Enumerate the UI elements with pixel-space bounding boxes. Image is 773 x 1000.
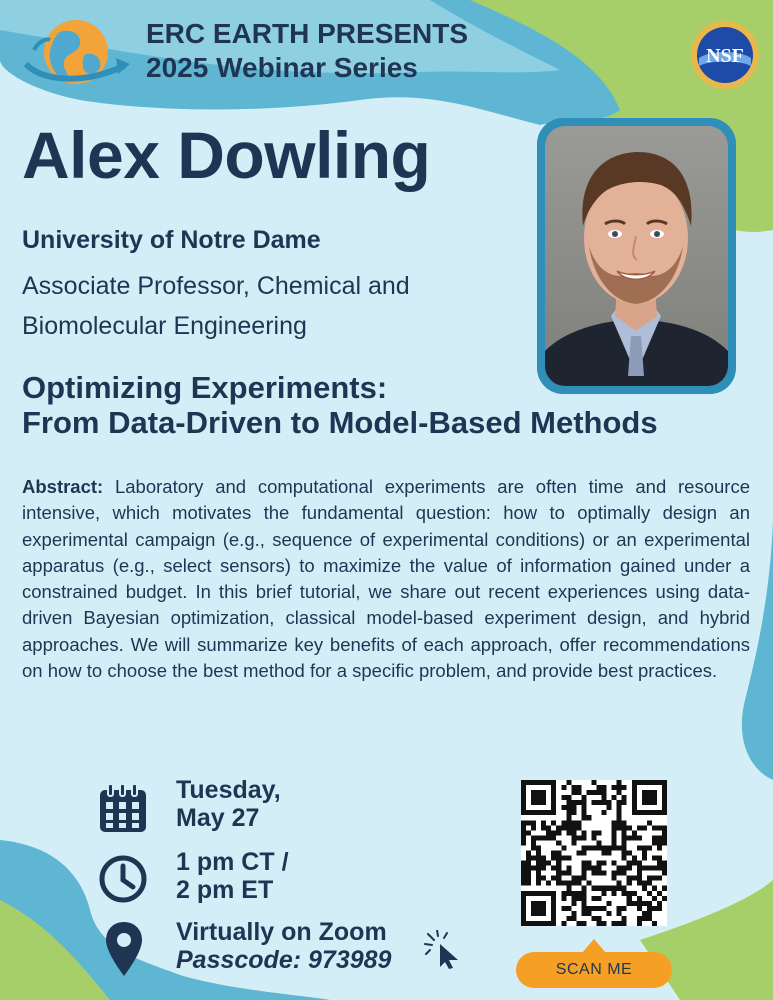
speaker-position: Associate Professor, Chemical and Biomolecular Engineering xyxy=(22,272,410,340)
event-date-line1: Tuesday, xyxy=(176,776,281,804)
header-title: ERC EARTH PRESENTS xyxy=(146,18,469,49)
event-location xyxy=(176,918,391,974)
scan-me-pointer xyxy=(582,939,606,953)
abstract xyxy=(22,474,750,684)
event-date-line2: May 27 xyxy=(176,804,260,832)
scan-me-button[interactable]: SCAN ME xyxy=(516,952,672,988)
event-location-line: Virtually on Zoom xyxy=(176,918,387,946)
nsf-logo xyxy=(690,20,760,90)
calendar-icon xyxy=(98,782,148,834)
talk-title-line2: From Data-Driven to Model-Based Methods xyxy=(22,405,658,440)
abstract-label: Abstract: xyxy=(22,476,104,497)
qr-code[interactable] xyxy=(521,780,667,926)
erc-earth-globe-icon xyxy=(20,14,132,96)
talk-title-line1: Optimizing Experiments: xyxy=(22,370,388,405)
map-pin-icon xyxy=(104,920,144,978)
cursor-click-icon xyxy=(424,930,464,970)
event-passcode: Passcode: 973989 xyxy=(176,946,392,974)
event-date xyxy=(176,776,281,832)
clock-icon xyxy=(98,854,148,904)
event-time xyxy=(176,848,289,904)
speaker-photo xyxy=(545,126,728,386)
abstract-text: Laboratory and computational experiments are often time and resource intensive, which motivates the fundamental question: how to optimally design an experimental campaign (e.g., sequence of experimental conditions) or an experimental apparatus (e.g., select sensors) to maximize the value of information gained under a constrained budget. In this brief tutorial, we share out recent experiences using data-driven Bayesian optimization, classical model-based experiment design, and hybrid approaches. We will summarize key benefits of each approach, offer recommendations on how to choose the best method for a specific problem, and provide best practices. xyxy=(22,476,750,682)
speaker-name: Alex Dowling xyxy=(22,118,431,192)
nsf-logo-text: NSF xyxy=(706,45,744,67)
talk-title xyxy=(22,370,762,440)
speaker-affiliation: University of Notre Dame xyxy=(22,226,321,254)
event-time-line1: 1 pm CT / xyxy=(176,848,289,876)
event-time-line2: 2 pm ET xyxy=(176,876,274,904)
header-subtitle: 2025 Webinar Series xyxy=(146,52,418,83)
